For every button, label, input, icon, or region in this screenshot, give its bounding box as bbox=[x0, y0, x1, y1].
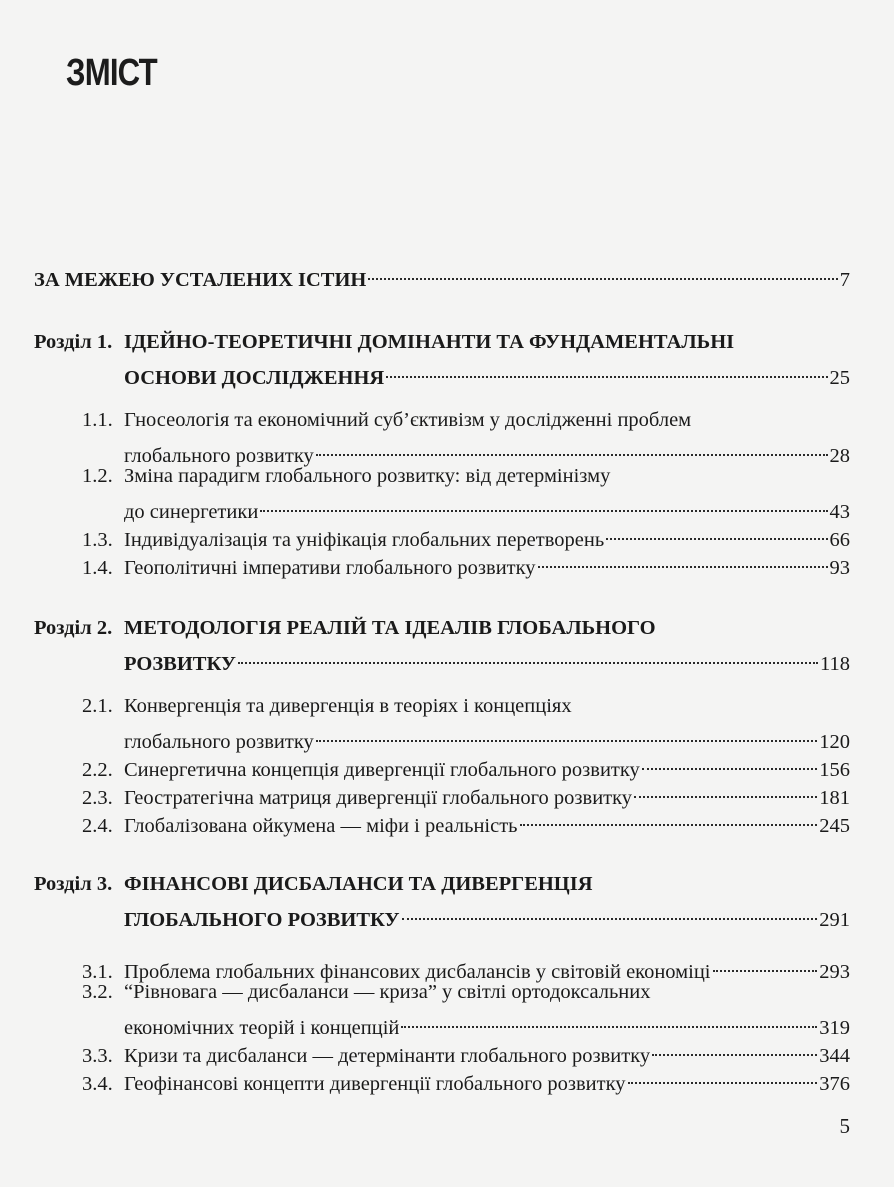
section-1-label: Розділ 1. bbox=[34, 331, 113, 353]
item-number: 1.3. bbox=[82, 529, 113, 551]
toc-entry-3-2[interactable] bbox=[0, 1006, 894, 1039]
item-number: 2.4. bbox=[82, 815, 113, 837]
toc-page-number: 66 bbox=[829, 529, 850, 551]
toc-page-number: 344 bbox=[819, 1045, 850, 1067]
dot-leader bbox=[634, 776, 817, 804]
toc-entry-section-2[interactable] bbox=[0, 642, 894, 675]
toc-page-number: 118 bbox=[820, 653, 850, 675]
item-title: Індивідуалізація та уніфікація глобальних перетворень bbox=[124, 529, 605, 551]
item-number: 2.2. bbox=[82, 759, 113, 781]
item-title-cont: глобального розвитку bbox=[124, 731, 314, 753]
toc-entry-3-4[interactable] bbox=[0, 1062, 894, 1095]
item-title: Геофінансові концепти дивергенції глобального розвитку bbox=[124, 1073, 626, 1095]
section-3-title-cont: ГЛОБАЛЬНОГО РОЗВИТКУ bbox=[124, 909, 400, 931]
item-number: 2.1. bbox=[82, 695, 113, 717]
section-3-title[interactable]: ФІНАНСОВІ ДИСБАЛАНСИ ТА ДИВЕРГЕНЦІЯ bbox=[124, 873, 593, 895]
dot-leader bbox=[642, 748, 817, 776]
dot-leader bbox=[713, 950, 818, 978]
dot-leader bbox=[386, 356, 827, 384]
toc-page-number: 181 bbox=[819, 787, 850, 809]
section-1-title-cont: ОСНОВИ ДОСЛІДЖЕННЯ bbox=[124, 367, 385, 389]
toc-entry-2-1[interactable] bbox=[0, 720, 894, 753]
toc-entry-3-3[interactable] bbox=[0, 1034, 894, 1067]
item-number: 1.2. bbox=[82, 465, 113, 487]
toc-page-number: 93 bbox=[829, 557, 850, 579]
section-2-label: Розділ 2. bbox=[34, 617, 113, 639]
section-2-title[interactable]: МЕТОДОЛОГІЯ РЕАЛІЙ ТА ІДЕАЛІВ ГЛОБАЛЬНОГО bbox=[124, 617, 656, 639]
item-title[interactable]: “Рівновага — дисбаланси — криза” у світлі ортодоксальних bbox=[124, 981, 651, 1003]
section-2-title-cont: РОЗВИТКУ bbox=[124, 653, 236, 675]
toc-page-number: 156 bbox=[819, 759, 850, 781]
item-number: 3.1. bbox=[82, 961, 113, 983]
item-title-cont: економічних теорій і концепцій bbox=[124, 1017, 400, 1039]
toc-page-number: 25 bbox=[829, 367, 850, 389]
toc-page-number: 28 bbox=[829, 445, 850, 467]
item-title[interactable]: Конвергенція та дивергенція в теоріях і концепціях bbox=[124, 695, 572, 717]
item-title: Геополітичні імперативи глобального розвитку bbox=[124, 557, 536, 579]
toc-entry-section-3[interactable] bbox=[0, 898, 894, 931]
item-number: 3.3. bbox=[82, 1045, 113, 1067]
item-title: Проблема глобальних фінансових дисбалансів у світовій економіці bbox=[124, 961, 711, 983]
dot-leader bbox=[316, 434, 828, 462]
toc-entry-1-4[interactable] bbox=[0, 546, 894, 579]
item-title[interactable]: Зміна парадигм глобального розвитку: від детермінізму bbox=[124, 465, 611, 487]
page-title: ЗМІСТ bbox=[66, 52, 157, 94]
toc-page-number: 319 bbox=[819, 1017, 850, 1039]
toc-page-number: 7 bbox=[839, 269, 850, 291]
item-title[interactable]: Гносеологія та економічний суб’єктивізм у дослідженні проблем bbox=[124, 409, 692, 431]
item-number: 3.4. bbox=[82, 1073, 113, 1095]
item-title: Геостратегічна матриця дивергенції глобального розвитку bbox=[124, 787, 633, 809]
toc-entry-2-4[interactable] bbox=[0, 804, 894, 837]
item-title-cont: глобального розвитку bbox=[124, 445, 314, 467]
item-title: Синергетична концепція дивергенції глобального розвитку bbox=[124, 759, 640, 781]
toc-entry-title: ЗА МЕЖЕЮ УСТАЛЕНИХ ІСТИН bbox=[34, 269, 367, 291]
toc-entry-2-3[interactable] bbox=[0, 776, 894, 809]
dot-leader bbox=[401, 1006, 817, 1034]
item-number: 1.1. bbox=[82, 409, 113, 431]
section-3-label: Розділ 3. bbox=[34, 873, 113, 895]
item-title: Кризи та дисбаланси — детермінанти глобального розвитку bbox=[124, 1045, 651, 1067]
toc-page-number: 43 bbox=[829, 501, 850, 523]
dot-leader bbox=[368, 258, 837, 286]
dot-leader bbox=[260, 490, 827, 518]
toc-entry-1-2[interactable] bbox=[0, 490, 894, 523]
section-1-title[interactable]: ІДЕЙНО-ТЕОРЕТИЧНІ ДОМІНАНТИ ТА ФУНДАМЕНТАЛЬНІ bbox=[124, 331, 735, 353]
toc-entry-2-2[interactable] bbox=[0, 748, 894, 781]
dot-leader bbox=[606, 518, 827, 546]
toc-entry-3-1[interactable] bbox=[0, 950, 894, 983]
toc-entry-intro[interactable] bbox=[0, 258, 894, 291]
dot-leader bbox=[402, 898, 818, 926]
toc-entry-section-1[interactable] bbox=[0, 356, 894, 389]
toc-page-number: 376 bbox=[819, 1073, 850, 1095]
item-title: Глобалізована ойкумена — міфи і реальність bbox=[124, 815, 518, 837]
toc-entry-1-3[interactable] bbox=[0, 518, 894, 551]
item-number: 3.2. bbox=[82, 981, 113, 1003]
dot-leader bbox=[628, 1062, 818, 1090]
item-number: 1.4. bbox=[82, 557, 113, 579]
toc-page-number: 245 bbox=[819, 815, 850, 837]
dot-leader bbox=[238, 642, 818, 670]
dot-leader bbox=[538, 546, 828, 574]
dot-leader bbox=[520, 804, 818, 832]
item-title-cont: до синергетики bbox=[124, 501, 259, 523]
toc-entry-1-1[interactable] bbox=[0, 434, 894, 467]
item-number: 2.3. bbox=[82, 787, 113, 809]
dot-leader bbox=[652, 1034, 817, 1062]
toc-page-number: 291 bbox=[819, 909, 850, 931]
toc-page-number: 293 bbox=[819, 961, 850, 983]
page-number: 5 bbox=[839, 1114, 850, 1138]
toc-page-number: 120 bbox=[819, 731, 850, 753]
dot-leader bbox=[316, 720, 817, 748]
